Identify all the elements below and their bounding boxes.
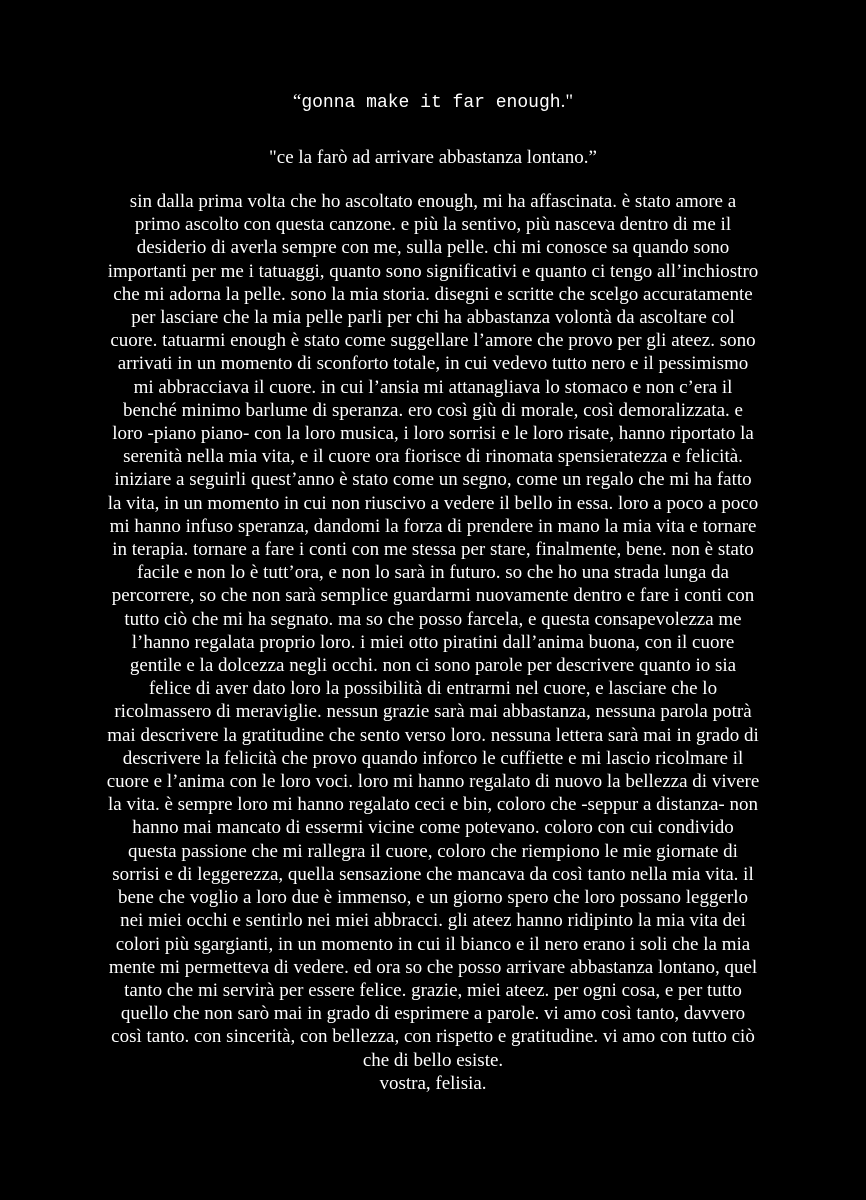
letter-line: percorrere, so che non sarà semplice guardarmi nuovamente dentro e fare i conti con (111, 585, 755, 607)
letter-line: tanto che mi servirà per essere felice. grazie, miei ateez. per ogni cosa, e per tutto (124, 979, 742, 1001)
letter-line: questa passione che mi rallegra il cuore, coloro che riempiono le mie giornate di (128, 840, 738, 862)
english-quote-open: “ (292, 91, 302, 112)
letter-line: importanti per me i tatuaggi, quanto sono significativi e quanto ci tengo all’inchiostro (107, 260, 759, 282)
letter-line: primo ascolto con questa canzone. e più la sentivo, più nasceva dentro di me il (134, 214, 732, 236)
english-quote-text: gonna make it far enough (301, 93, 561, 113)
letter-line: che di bello esiste. (362, 1049, 504, 1071)
letter-line: mai descrivere la gratitudine che sento verso loro. nessuna lettera sarà mai in grado di (107, 724, 759, 746)
letter-line: descrivere la felicità che provo quando inforco le cuffiette e mi lascio ricolmare il (122, 747, 744, 769)
letter-line: in terapia. tornare a fare i conti con me stessa per stare, finalmente, bene. non è stato (112, 539, 754, 561)
letter-line: loro -piano piano- con la loro musica, i loro sorrisi e le loro risate, hanno riportato la (112, 423, 754, 445)
letter-line: vostra, felisia. (379, 1072, 487, 1094)
letter-line: sorrisi e di leggerezza, quella sensazione che mancava da così tanto nella mia vita. il (112, 863, 754, 885)
letter-line: cuore e l’anima con le loro voci. loro mi hanno regalato di nuovo la bellezza di vivere (106, 771, 760, 793)
letter-line: colori più sgargianti, in un momento in cui il bianco e il nero erano i soli che la mia (115, 933, 751, 955)
letter-line: bene che voglio a loro due è immenso, e un giorno spero che loro possano leggerlo (118, 887, 748, 909)
letter-line: che mi adorna la pelle. sono la mia storia. disegni e scritte che scelgo accuratamente (113, 283, 753, 305)
letter-line: felice di aver dato loro la possibilità di entrarmi nel cuore, e lasciare che lo (148, 678, 718, 700)
letter-line: mi abbracciava il cuore. in cui l’ansia mi attanagliava lo stomaco e non c’era il (133, 376, 733, 398)
letter-line: arrivati in un momento di sconforto totale, in cui vedevo tutto nero e il pessimismo (117, 353, 749, 375)
letter-line: cuore. tatuarmi enough è stato come suggellare l’amore che provo per gli ateez. sono (110, 330, 756, 352)
letter-line: sin dalla prima volta che ho ascoltato enough, mi ha affascinata. è stato amore a (129, 191, 737, 212)
letter-line: così tanto. con sincerità, con bellezza, con rispetto e gratitudine. vi amo con tutto ciò (111, 1026, 755, 1048)
english-quote (0, 90, 866, 115)
letter-line: benché minimo barlume di speranza. ero così giù di morale, così demoralizzata. e (123, 399, 743, 421)
italian-quote: "ce la farò ad arrivare abbastanza lontano.” (269, 147, 597, 168)
letter-line: l’hanno regalata proprio loro. i miei otto piratini dall’anima buona, con il cuore (131, 631, 735, 653)
letter-line: ricolmassero di meraviglie. nessun grazie sarà mai abbastanza, nessuna parola potrà (114, 701, 752, 723)
letter-line: per lasciare che la mia pelle parli per chi ha abbastanza volontà da ascoltare col (131, 307, 735, 329)
letter-line: la vita, in un momento in cui non riuscivo a vedere il bello in essa. loro a poco a poco (107, 492, 759, 514)
letter-line: facile e non lo è tutt’ora, e non lo sarà in futuro. so che ho una strada lunga da (137, 562, 729, 584)
letter-line: serenità nella mia vita, e il cuore ora fiorisce di rinomata spensieratezza e felicità. (123, 446, 743, 468)
letter-body (0, 190, 866, 1095)
english-quote-close: ." (560, 91, 574, 112)
letter-line: quello che non sarò mai in grado di esprimere a parole. vi amo così tanto, davvero (120, 1003, 746, 1025)
letter-line: gentile e la dolcezza negli occhi. non ci sono parole per descrivere quanto io sia (129, 655, 737, 677)
letter-line: nei miei occhi e sentirlo nei miei abbracci. gli ateez hanno ridipinto la mia vita dei (120, 910, 746, 932)
letter-line: la vita. è sempre loro mi hanno regalato ceci e bin, coloro che -seppur a distanza- non (108, 794, 758, 816)
letter-line: desiderio di averla sempre con me, sulla pelle. chi mi conosce sa quando sono (136, 237, 730, 259)
letter-line: hanno mai mancato di essermi vicine come potevano. coloro con cui condivido (132, 817, 734, 839)
letter-line: mente mi permetteva di vedere. ed ora so che posso arrivare abbastanza lontano, quel (108, 956, 758, 978)
letter-line: iniziare a seguirli quest’anno è stato come un segno, come un regalo che mi ha fatto (114, 469, 752, 491)
letter-line: mi hanno infuso speranza, dandomi la forza di prendere in mano la mia vita e tornare (109, 515, 757, 537)
letter-line: tutto ciò che mi ha segnato. ma so che posso farcela, e questa consapevolezza me (124, 608, 742, 630)
